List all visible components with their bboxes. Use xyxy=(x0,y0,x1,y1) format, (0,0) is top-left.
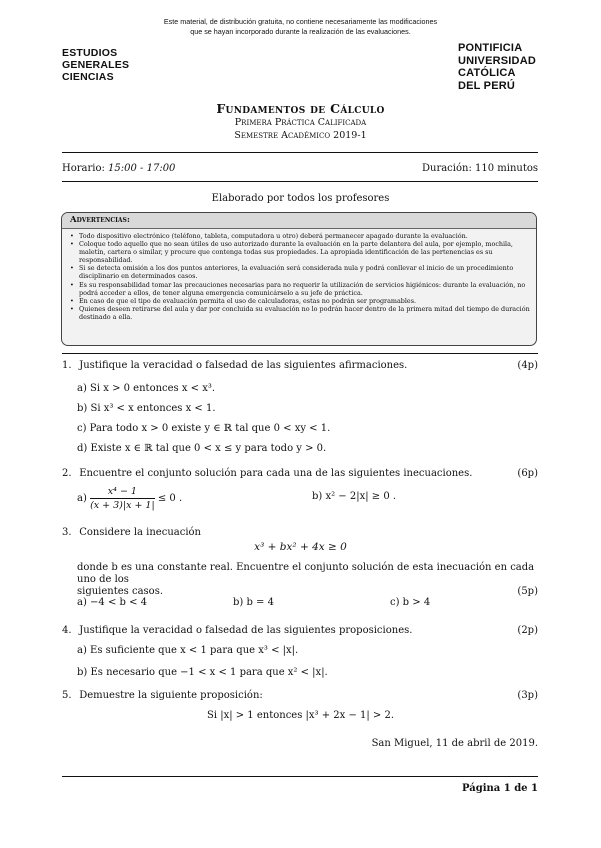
question-3a: a) −4 < b < 4 xyxy=(77,597,148,608)
question-3-equation: x³ + bx² + 4x ≥ 0 xyxy=(254,541,347,553)
warning-item: • En caso de que el tipo de evaluación permita el uso de calculadoras, estas no podrán ser programables. xyxy=(70,297,530,305)
question-1c: c) Para todo x > 0 existe y ∈ ℝ tal que 0 < xy < 1. xyxy=(77,423,331,434)
schedule: Horario: 15:00 - 17:00 xyxy=(62,163,176,174)
place-date: San Miguel, 11 de abril de 2019. xyxy=(371,738,538,749)
question-4-points: (2p) xyxy=(517,625,538,636)
estudios-generales-logo: ESTUDIOS GENERALES CIENCIAS xyxy=(62,47,130,83)
course-title: Fundamentos de Cálculo xyxy=(216,101,385,116)
question-1-text: Justifique la veracidad o falsedad de las siguientes afirmaciones. xyxy=(79,360,408,371)
question-2b: b) x² − 2|x| ≥ 0 . xyxy=(312,491,397,502)
notice-line-1: Este material, de distribución gratuita, no contiene necesariamente las modificaciones xyxy=(163,17,438,26)
question-2-points: (6p) xyxy=(517,468,538,479)
warning-item: • Quienes deseen retirarse del aula y dar por concluida su evaluación no lo podrán hacer dentro de la primera mitad del tiempo de duración destinado a ella. xyxy=(70,305,530,321)
question-4a: a) Es suficiente que x < 1 para que x³ < |x|. xyxy=(77,645,299,656)
warning-item: • Si se detecta omisión a los dos puntos anteriores, la evaluación será considerada nula y podrá conllevar el inicio de un procedimiento disciplinario en determinados casos. xyxy=(70,264,530,280)
pucp-logo: PONTIFICIA UNIVERSIDAD CATÓLICA DEL PERÚ xyxy=(458,42,536,92)
distribution-notice xyxy=(0,17,601,37)
question-5: 5. Demuestre la siguiente proposición: (3p) xyxy=(62,690,538,701)
warning-item: • Coloque todo aquello que no sean útiles de uso autorizado durante la evaluación en la parte delantera del aula, por ejemplo, mochila, maletín, cartera o similar, y procure que contenga todas sus propiedades. La apropiada identificación de las pertenencias es su responsabilidad. xyxy=(70,240,530,264)
footer-divider xyxy=(62,776,538,777)
question-3b: b) b = 4 xyxy=(233,597,274,608)
warnings-box xyxy=(61,212,537,346)
question-1: 1. Justifique la veracidad o falsedad de las siguientes afirmaciones. (4p) xyxy=(62,360,538,371)
duration: Duración: 110 minutos xyxy=(421,163,538,174)
notice-line-2: que se hayan incorporado durante la realización de las evaluaciones. xyxy=(190,27,411,36)
exam-title-block xyxy=(0,101,601,142)
question-1a: a) Si x > 0 entonces x < x³. xyxy=(77,383,216,394)
question-1-points: (4p) xyxy=(517,360,538,371)
question-3c: c) b > 4 xyxy=(390,597,431,608)
question-2a: a) $\frac{\text{x⁴ − 1}}{(x + 3)|x + 1|}$ ≤ 0 . xyxy=(77,486,183,511)
exam-subtitle: Primera Práctica Calificada xyxy=(234,117,367,128)
question-3-text: Considere la inecuación xyxy=(79,527,201,538)
question-2a-fraction: $\frac{\text{x⁴ − 1}}{(x + 3)|x + 1|}$ xyxy=(90,486,155,511)
question-5-text: Demuestre la siguiente proposición: xyxy=(79,690,263,701)
question-4: 4. Justifique la veracidad o falsedad de las siguientes proposiciones. (2p) xyxy=(62,625,538,636)
question-1d: d) Existe x ∈ ℝ tal que 0 < x ≤ y para todo y > 0. xyxy=(77,443,327,454)
question-3: 3. Considere la inecuación xyxy=(62,527,201,538)
warning-item: • Todo dispositivo electrónico (teléfono, tableta, computadora u otro) deberá permanecer apagado durante la evaluación. xyxy=(70,232,530,240)
question-3-points: (5p) xyxy=(517,586,538,597)
warning-item: • Es su responsabilidad tomar las precauciones necesarias para no requerir la utilización de servicios higiénicos: durante la evaluación, no podrá acceder a ellos, de tener alguna emergencia comunicárselo a su jefe de práctica. xyxy=(70,281,530,297)
semester-label: Semestre Académico 2019-1 xyxy=(234,130,367,141)
question-4b: b) Es necesario que −1 < x < 1 para que x² < |x|. xyxy=(77,667,328,678)
question-4-text: Justifique la veracidad o falsedad de las siguientes proposiciones. xyxy=(79,625,413,636)
question-2-text: Encuentre el conjunto solución para cada una de las siguientes inecuaciones. xyxy=(79,468,473,479)
question-5-statement: Si |x| > 1 entonces |x³ + 2x − 1| > 2. xyxy=(206,710,395,721)
question-3-description: donde b es una constante real. Encuentre el conjunto solución de esta inecuación en cada uno de los siguientes casos. (5p) xyxy=(77,562,538,597)
question-5-points: (3p) xyxy=(517,690,538,701)
warnings-list xyxy=(70,232,530,321)
page-number: Página 1 de 1 xyxy=(462,783,538,794)
question-1b: b) Si x³ < x entonces x < 1. xyxy=(77,403,216,414)
info-divider xyxy=(62,181,538,182)
question-2: 2. Encuentre el conjunto solución para cada una de las siguientes inecuaciones. (6p) xyxy=(62,468,538,479)
schedule-row xyxy=(62,163,538,174)
prepared-by: Elaborado por todos los profesores xyxy=(211,193,390,204)
warnings-title: Advertencias: xyxy=(62,213,536,229)
warnings-divider xyxy=(62,353,538,354)
header-divider xyxy=(62,152,538,153)
